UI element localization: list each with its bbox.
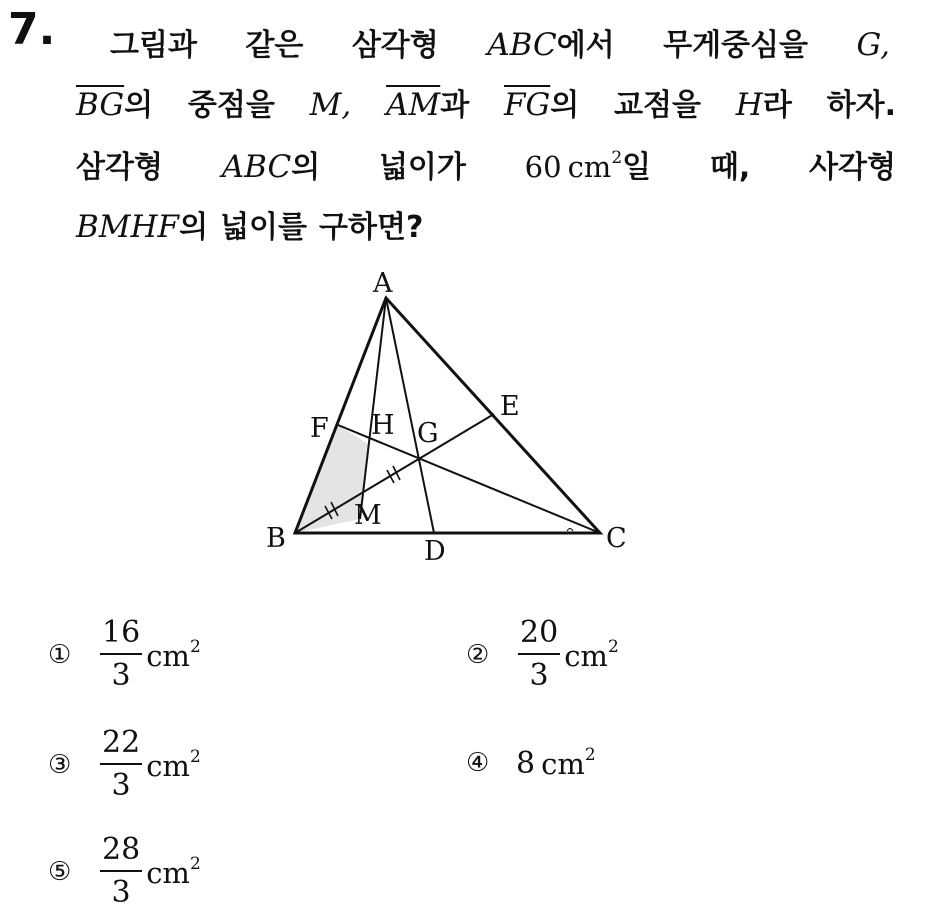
math-point-g: G, — [856, 27, 890, 63]
question-text: 하자. — [826, 88, 896, 123]
triangle-name-term: ABC의 — [221, 149, 321, 185]
question-text: 교점을 — [614, 88, 701, 123]
choice-marker: ④ — [466, 748, 490, 778]
question-text: 때, — [709, 150, 751, 185]
unit: $cm^2$ — [541, 745, 596, 781]
fraction: $\frac{16}{3}$ — [102, 615, 141, 693]
segment-am-term: $\overline{AM}$과 — [386, 87, 470, 123]
label-f: F — [310, 413, 329, 444]
choice-marker: ⑤ — [48, 856, 72, 887]
choice-marker: ② — [466, 639, 490, 670]
choice-value: 8 — [516, 745, 536, 781]
unit: $cm^2$ — [564, 636, 619, 673]
area-value: 60 $cm^2$일 — [524, 148, 652, 185]
choice-4[interactable] — [466, 745, 596, 781]
label-b: B — [266, 523, 286, 554]
label-m: M — [354, 500, 382, 531]
choice-5[interactable] — [48, 832, 201, 910]
question-line-4: BMHF 의 넓이를 구하면? — [76, 202, 896, 246]
triangle-name-term: ABC에서 — [487, 27, 615, 63]
quadrilateral-name: BMHF — [76, 209, 180, 245]
label-h: H — [371, 410, 395, 441]
question-text: 같은 — [245, 28, 304, 63]
question-text: 넓이를 — [220, 210, 308, 245]
fraction: $\frac{22}{3}$ — [102, 725, 141, 803]
point-h-term: H라 — [735, 87, 792, 123]
question-text: 삼각형 — [76, 150, 163, 185]
question-text: 그림과 — [110, 28, 197, 63]
fraction: $\frac{28}{3}$ — [102, 832, 141, 910]
choice-1[interactable] — [48, 615, 201, 693]
choice-marker: ③ — [48, 749, 72, 780]
math-point-m: M, — [309, 87, 352, 123]
label-a: A — [373, 268, 393, 299]
unit: $cm^2$ — [146, 853, 201, 890]
fraction: $\frac{20}{3}$ — [520, 615, 559, 693]
segment-bg-term: $\overline{BG}$의 — [76, 87, 154, 123]
question-text: 삼각형 — [351, 28, 439, 63]
segment-fg-term: $\overline{FG}$의 — [503, 87, 580, 123]
label-e: E — [500, 391, 520, 422]
angle-mark-c — [567, 529, 573, 532]
choice-marker: ① — [48, 639, 72, 670]
label-c: C — [606, 523, 627, 554]
label-d: D — [424, 536, 446, 567]
question-text: 무게중심을 — [663, 28, 809, 63]
question-text: 중점을 — [187, 88, 275, 123]
choice-3[interactable] — [48, 725, 201, 803]
unit: $cm^2$ — [146, 746, 201, 783]
question-text: 사각형 — [809, 150, 896, 185]
question-number: 7. — [8, 4, 56, 55]
unit: $cm^2$ — [146, 636, 201, 673]
choice-2[interactable] — [466, 615, 619, 693]
label-g: G — [417, 418, 439, 449]
question-text: 넓이가 — [378, 150, 466, 185]
question-text: 구하면? — [319, 210, 424, 245]
